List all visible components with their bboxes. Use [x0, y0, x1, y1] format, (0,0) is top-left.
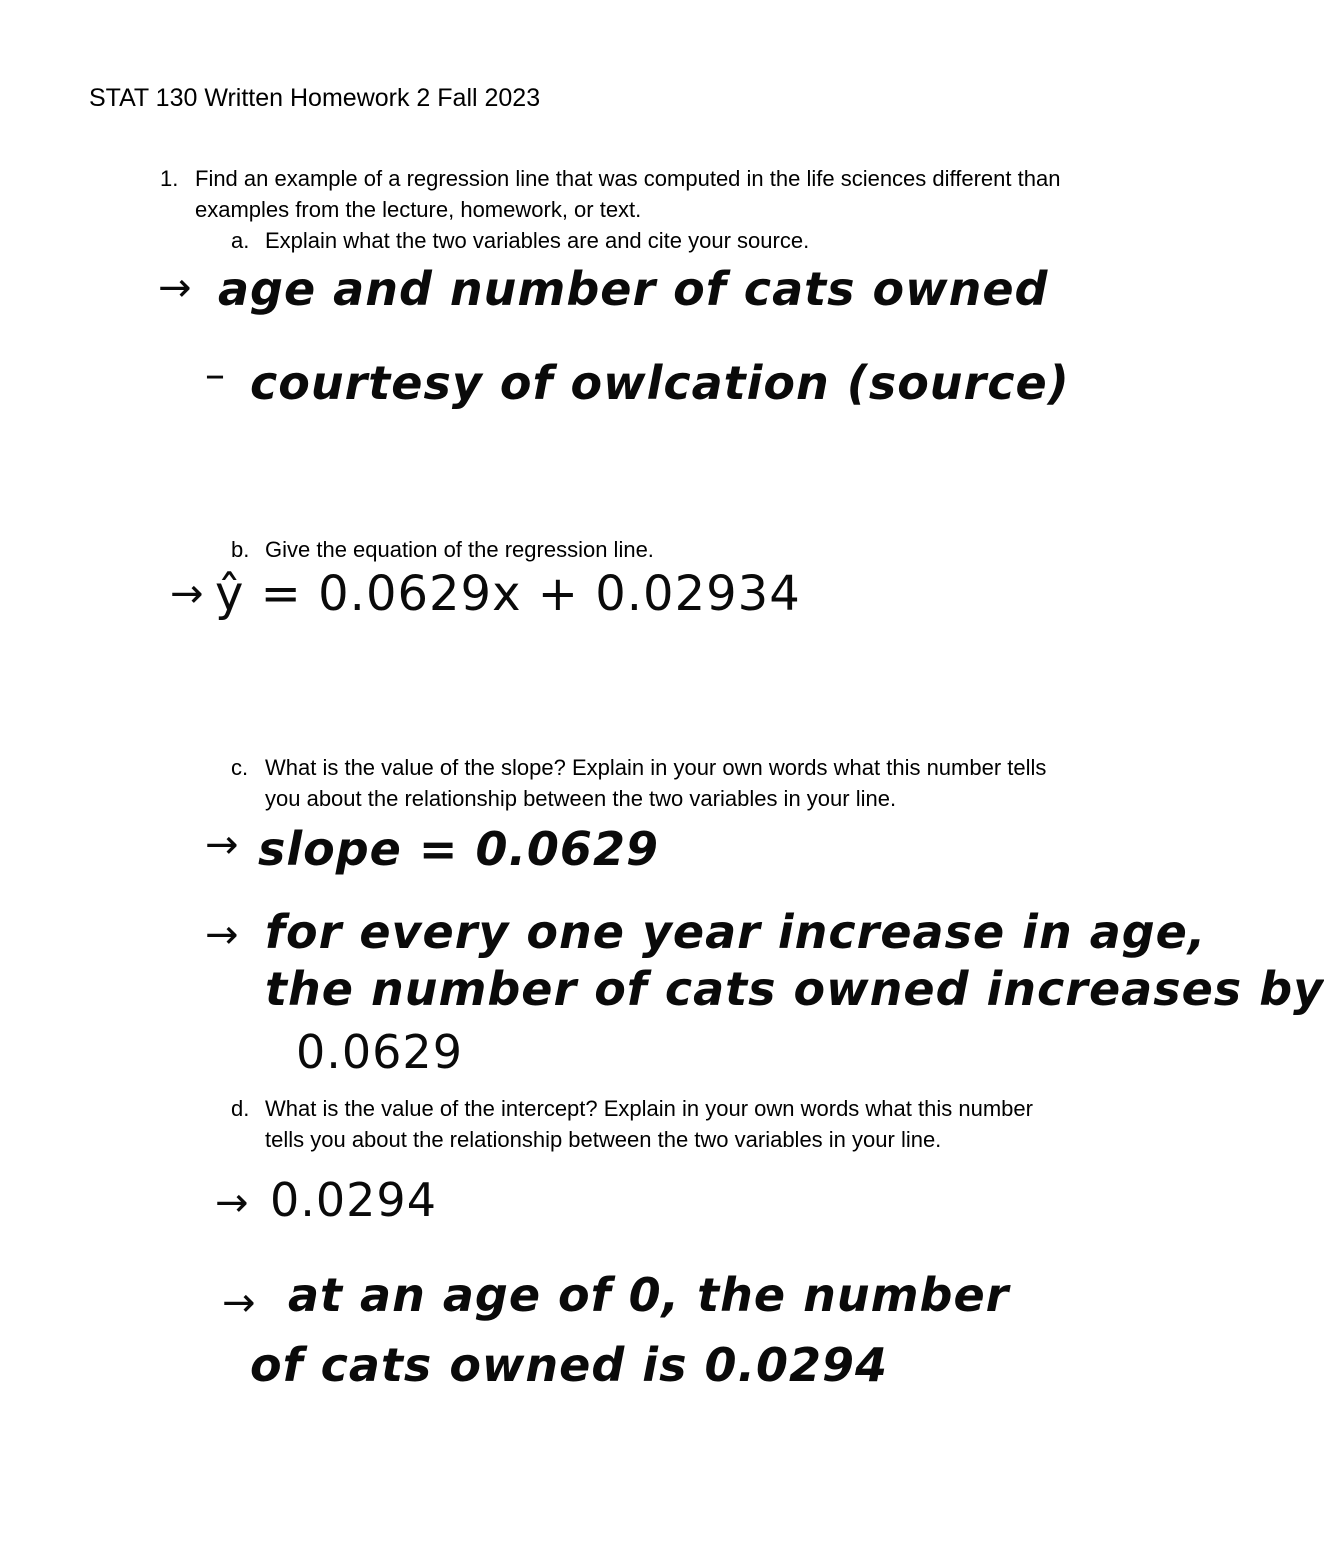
question-text-line1: Find an example of a regression line that was computed in the life sciences different than	[195, 166, 1061, 191]
part-c-answer-line3: 0.0629	[296, 1025, 463, 1079]
document-title: STAT 130 Written Homework 2 Fall 2023	[89, 84, 541, 112]
answer-arrow-icon: →	[158, 265, 192, 311]
part-a-label: a.	[231, 228, 250, 253]
part-d-text-line1: What is the value of the intercept? Explain in your own words what this number	[265, 1096, 1033, 1121]
part-c-answer-line1: for every one year increase in age,	[265, 905, 1207, 959]
part-d-text-line2: tells you about the relationship between the two variables in your line.	[265, 1127, 942, 1152]
part-a-answer-line1: age and number of cats owned	[218, 262, 1049, 316]
part-c-text-line1: What is the value of the slope? Explain in your own words what this number tells	[265, 755, 1047, 780]
answer-arrow-icon: →	[215, 1180, 249, 1226]
answer-arrow-icon: →	[205, 912, 239, 958]
dash-mark-icon: –	[205, 352, 225, 398]
part-d-answer-value: 0.0294	[270, 1173, 437, 1227]
part-b-label: b.	[231, 537, 250, 562]
part-a-answer-line2: courtesy of owlcation (source)	[250, 356, 1070, 410]
part-b-text: Give the equation of the regression line.	[265, 537, 654, 562]
part-c-answer-slope: slope = 0.0629	[258, 822, 659, 876]
part-d-answer-line2: of cats owned is 0.0294	[250, 1338, 888, 1392]
part-c-text-line2: you about the relationship between the two variables in your line.	[265, 786, 897, 811]
answer-arrow-icon: →	[170, 571, 204, 617]
question-number: 1.	[160, 166, 179, 191]
part-b-answer-equation: ŷ = 0.0629x + 0.02934	[215, 566, 801, 622]
answer-arrow-icon: →	[205, 822, 239, 868]
question-text-line2: examples from the lecture, homework, or text.	[195, 197, 642, 222]
part-d-answer-line1: at an age of 0, the number	[288, 1268, 1010, 1322]
part-c-answer-line2: the number of cats owned increases by	[265, 962, 1324, 1016]
part-d-label: d.	[231, 1096, 250, 1121]
answer-arrow-icon: →	[222, 1280, 256, 1326]
part-a-text: Explain what the two variables are and cite your source.	[265, 228, 810, 253]
part-c-label: c.	[231, 755, 249, 780]
